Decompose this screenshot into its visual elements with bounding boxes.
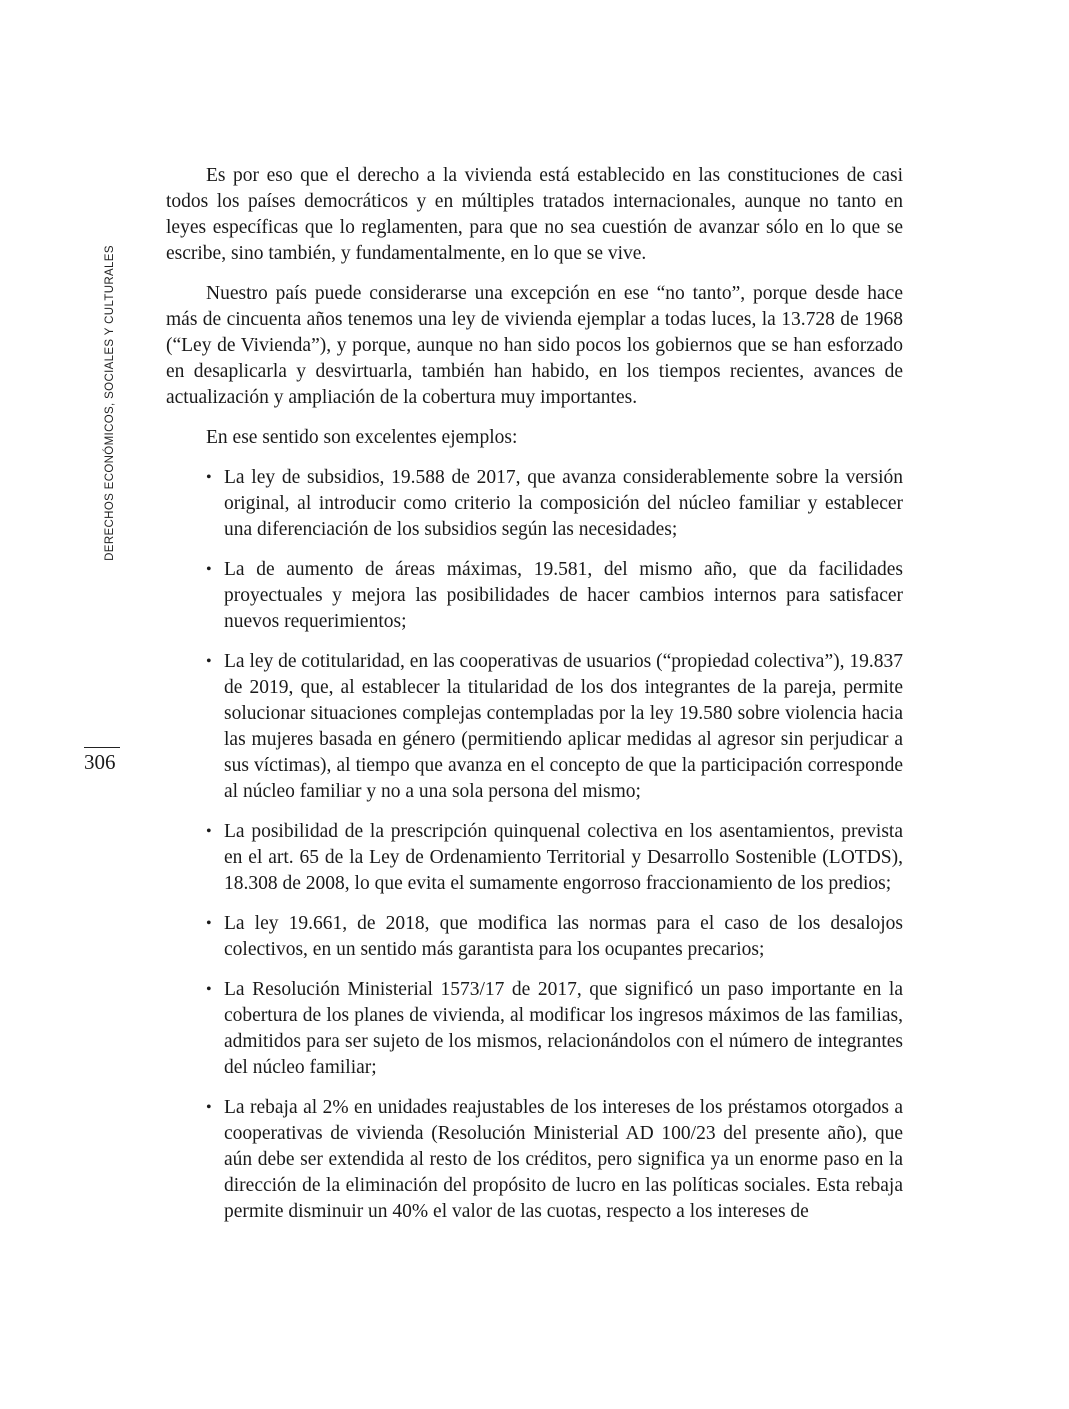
list-item-text: La de aumento de áreas máximas, 19.581, del mismo año, que da facilidades proyectuales y mejora las posibilidades de hacer cambios internos para satisfacer nuevos requerimientos; <box>224 559 903 632</box>
bullet-icon: • <box>206 915 212 932</box>
examples-list <box>166 465 903 1225</box>
list-item-text: La ley de cotitularidad, en las cooperativas de usuarios (“propiedad colectiva”), 19.837 de 2019, que, al establecer la titularidad de los dos integrantes de la pareja, permite solucionar situaciones complejas contempladas por la ley 19.580 sobre violencia hacia las mujeres basada en género (permitiendo aplicar medidas al agresor sin perjudicar a sus víctimas), al tiempo que avanza en el concepto de que la participación corresponde al núcleo familiar y no a una sola persona del mismo; <box>224 651 903 802</box>
bullet-icon: • <box>206 1099 212 1116</box>
page-number: 306 <box>84 750 116 774</box>
page-number-rule <box>84 747 120 748</box>
list-item-text: La rebaja al 2% en unidades reajustables de los intereses de los préstamos otorgados a cooperativas de vivienda (Resolución Ministerial AD 100/23 del presente año), que aún debe ser extendida al resto de los créditos, pero significa ya un enorme paso en la dirección de la eliminación del propósito de lucro en las políticas sociales. Esta rebaja permite disminuir un 40% el valor de las cuotas, respecto a los intereses de <box>224 1097 903 1222</box>
list-item <box>166 465 903 543</box>
list-item <box>166 557 903 635</box>
paragraph: Nuestro país puede considerarse una excepción en ese “no tanto”, porque desde hace más de cincuenta años tenemos una ley de vivienda ejemplar a todas luces, la 13.728 de 1968 (“Ley de Vivienda”), y porque, aunque no han sido pocos los gobiernos que se han esforzado en desaplicarla y desvirtuarla, también han habido, en los tiempos recientes, avances de actualización y ampliación de la cobertura muy importantes. <box>166 283 903 408</box>
list-item-text: La ley de subsidios, 19.588 de 2017, que avanza considerablemente sobre la versión original, al introducir como criterio la composición del núcleo familiar y establecer una diferenciación de los subsidios según las necesidades; <box>224 467 903 540</box>
bullet-icon: • <box>206 561 212 578</box>
list-item-text: La Resolución Ministerial 1573/17 de 2017, que significó un paso importante en la cobertura de los planes de vivienda, al modificar los ingresos máximos de las familias, admitidos para ser sujeto de los mismos, relacionándolos con el número de integrantes del núcleo familiar; <box>224 979 903 1078</box>
bullet-icon: • <box>206 823 212 840</box>
bullet-icon: • <box>206 469 212 486</box>
list-item <box>166 1095 903 1225</box>
running-header-vertical: DERECHOS ECONÓMICOS, SOCIALES Y CULTURALES <box>104 245 116 561</box>
paragraph: En ese sentido son excelentes ejemplos: <box>206 427 518 448</box>
body-text <box>166 163 903 1239</box>
bullet-icon: • <box>206 653 212 670</box>
list-item <box>166 819 903 897</box>
bullet-icon: • <box>206 981 212 998</box>
list-item <box>166 911 903 963</box>
paragraph: Es por eso que el derecho a la vivienda está establecido en las constituciones de casi todos los países democráticos y en múltiples tratados internacionales, aunque no tanto en leyes específicas que lo reglamenten, para que no sea cuestión de avanzar sólo en lo que se escribe, sino también, y fundamentalmente, en lo que se vive. <box>166 165 903 264</box>
list-item-text: La ley 19.661, de 2018, que modifica las normas para el caso de los desalojos colectivos, en un sentido más garantista para los ocupantes precarios; <box>224 913 903 960</box>
list-item <box>166 977 903 1081</box>
list-item <box>166 649 903 805</box>
list-item-text: La posibilidad de la prescripción quinquenal colectiva en los asentamientos, prevista en el art. 65 de la Ley de Ordenamiento Territorial y Desarrollo Sostenible (LOTDS), 18.308 de 2008, lo que evita el sumamente engorroso fraccionamiento de los predios; <box>224 821 903 894</box>
